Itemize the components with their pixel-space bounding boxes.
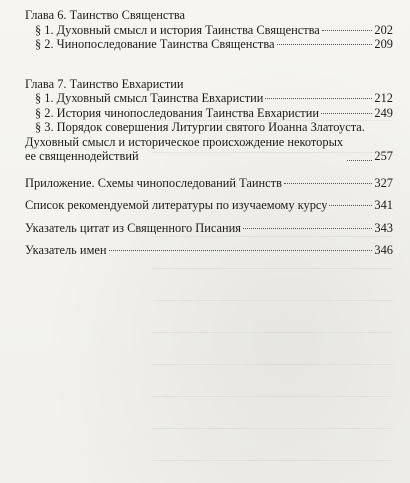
toc-entry-name-index[interactable] [25,243,393,258]
spacer [25,164,393,176]
dot-leader [321,113,372,114]
spacer [25,190,393,198]
dot-leader [265,98,372,99]
dot-leader [347,160,372,161]
dot-leader [277,44,373,45]
toc-entry-literature[interactable] [25,198,393,213]
spacer [25,213,393,221]
toc-entry-title: Приложение. Схемы чинопоследований Таинств [25,175,282,190]
spacer [25,235,393,243]
toc-entry-title: § 1. Духовный смысл и история Таинства Священства [35,22,320,37]
toc-page-number: 257 [374,149,393,163]
dot-leader [243,228,372,229]
bleed-through-line [152,460,392,461]
bleed-through-line [152,428,392,429]
toc-entry-appendix[interactable] [25,176,393,191]
toc-entry-title: § 3. Порядок совершения Литургии святого Иоанна Златоуста. [35,120,365,134]
toc-entry[interactable] [25,120,393,135]
chapter-title: Глава 7. Таинство Евхаристии [25,76,184,91]
toc-page-number: 346 [374,243,393,257]
toc-page-number: 249 [374,105,393,120]
toc-entry-title: Указатель цитат из Священного Писания [25,220,241,235]
toc-entry-scripture-index[interactable] [25,221,393,236]
table-of-contents [25,8,393,258]
chapter-6 [25,8,393,52]
toc-entry-title: § 2. Чинопоследование Таинства Священства [35,37,275,51]
chapter-7 [25,77,393,164]
toc-page-number: 327 [374,175,393,190]
toc-entry[interactable] [25,106,393,121]
bleed-through-line [152,268,392,269]
toc-entry-title: Указатель имен [25,243,107,257]
toc-entry-continuation[interactable] [25,135,393,164]
toc-entry-title: § 2. История чинопоследования Таинства Евхаристии [35,105,319,120]
dot-leader [109,250,373,251]
toc-entry[interactable] [25,23,393,38]
toc-entry[interactable] [25,91,393,106]
toc-page-number: 343 [374,220,393,235]
toc-page-number: 341 [374,198,393,212]
bleed-through-line [152,364,392,365]
bleed-through-line [152,300,392,301]
toc-page-number: 202 [374,22,393,37]
toc-page-number: 209 [374,37,393,51]
toc-entry-title: § 1. Духовный смысл Таинства Евхаристии [35,91,264,105]
bleed-through-line [152,396,392,397]
dot-leader [284,183,372,184]
dot-leader [322,30,373,31]
spacer [25,52,393,77]
dot-leader [329,205,372,206]
toc-entry[interactable] [25,37,393,52]
toc-page-number: 212 [374,91,393,105]
chapter-title: Глава 6. Таинство Священства [25,8,186,22]
bleed-through-line [152,332,392,333]
toc-entry-title: Духовный смысл и историческое происхождение некоторых ее священнодействий [25,134,344,163]
toc-entry-title: Список рекомендуемой литературы по изучаемому курсу [25,198,328,212]
